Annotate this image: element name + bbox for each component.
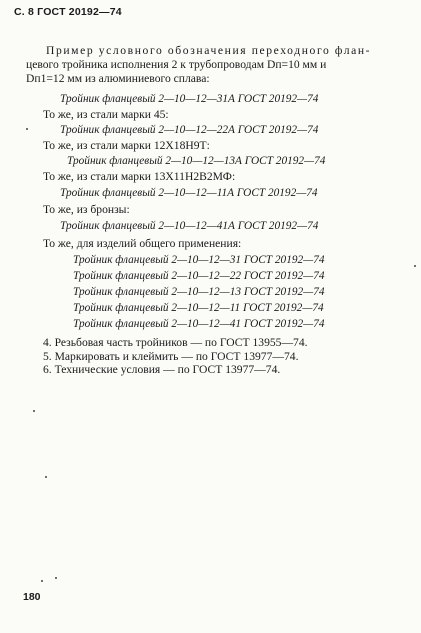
material-line: То же, из бронзы:: [43, 203, 130, 216]
material-line: То же, из стали марки 45:: [43, 108, 169, 121]
item-6: 6. Технические условия — по ГОСТ 13977—74.: [43, 363, 281, 376]
intro-line-2: цевого тройника исполнения 2 к трубопроводам Dп=10 мм и: [26, 58, 327, 71]
designation-line: Тройник фланцевый 2—10—12—13А ГОСТ 20192—74: [67, 155, 326, 167]
intro-line-1: [46, 44, 371, 57]
item-5: 5. Маркировать и клеймить — по ГОСТ 13977—74.: [43, 350, 299, 363]
running-header: С. 8 ГОСТ 20192—74: [14, 6, 122, 18]
material-line: То же, для изделий общего применения:: [43, 237, 242, 250]
designation-line: Тройник фланцевый 2—10—12—41А ГОСТ 20192—74: [60, 220, 319, 232]
scan-speck: [33, 410, 35, 412]
scan-speck: [55, 577, 57, 579]
designation-line: Тройник фланцевый 2—10—12—31 ГОСТ 20192—74: [73, 254, 325, 266]
intro-text-1: Пример условного обозначения переходного флан-: [46, 44, 372, 57]
scan-speck: [26, 128, 28, 130]
page-number: 180: [23, 591, 41, 603]
item-4: 4. Резьбовая часть тройников — по ГОСТ 13955—74.: [43, 336, 308, 349]
designation-line: Тройник фланцевый 2—10—12—41 ГОСТ 20192—74: [73, 318, 325, 330]
designation-line: Тройник фланцевый 2—10—12—31А ГОСТ 20192—74: [60, 93, 319, 105]
material-line: То же, из стали марки 13Х11Н2В2МФ:: [43, 170, 236, 183]
designation-line: Тройник фланцевый 2—10—12—11 ГОСТ 20192—74: [73, 302, 324, 314]
scan-speck: [41, 580, 43, 582]
material-line: То же, из стали марки 12Х18Н9Т:: [43, 139, 210, 152]
designation-line: Тройник фланцевый 2—10—12—22А ГОСТ 20192—74: [60, 124, 319, 136]
scan-speck: [45, 476, 47, 478]
designation-line: Тройник фланцевый 2—10—12—13 ГОСТ 20192—74: [73, 286, 325, 298]
designation-line: Тройник фланцевый 2—10—12—22 ГОСТ 20192—74: [73, 270, 325, 282]
designation-line: Тройник фланцевый 2—10—12—11А ГОСТ 20192—74: [60, 187, 318, 199]
scan-speck: [414, 265, 416, 267]
intro-line-3: Dп1=12 мм из алюминиевого сплава:: [26, 72, 210, 85]
